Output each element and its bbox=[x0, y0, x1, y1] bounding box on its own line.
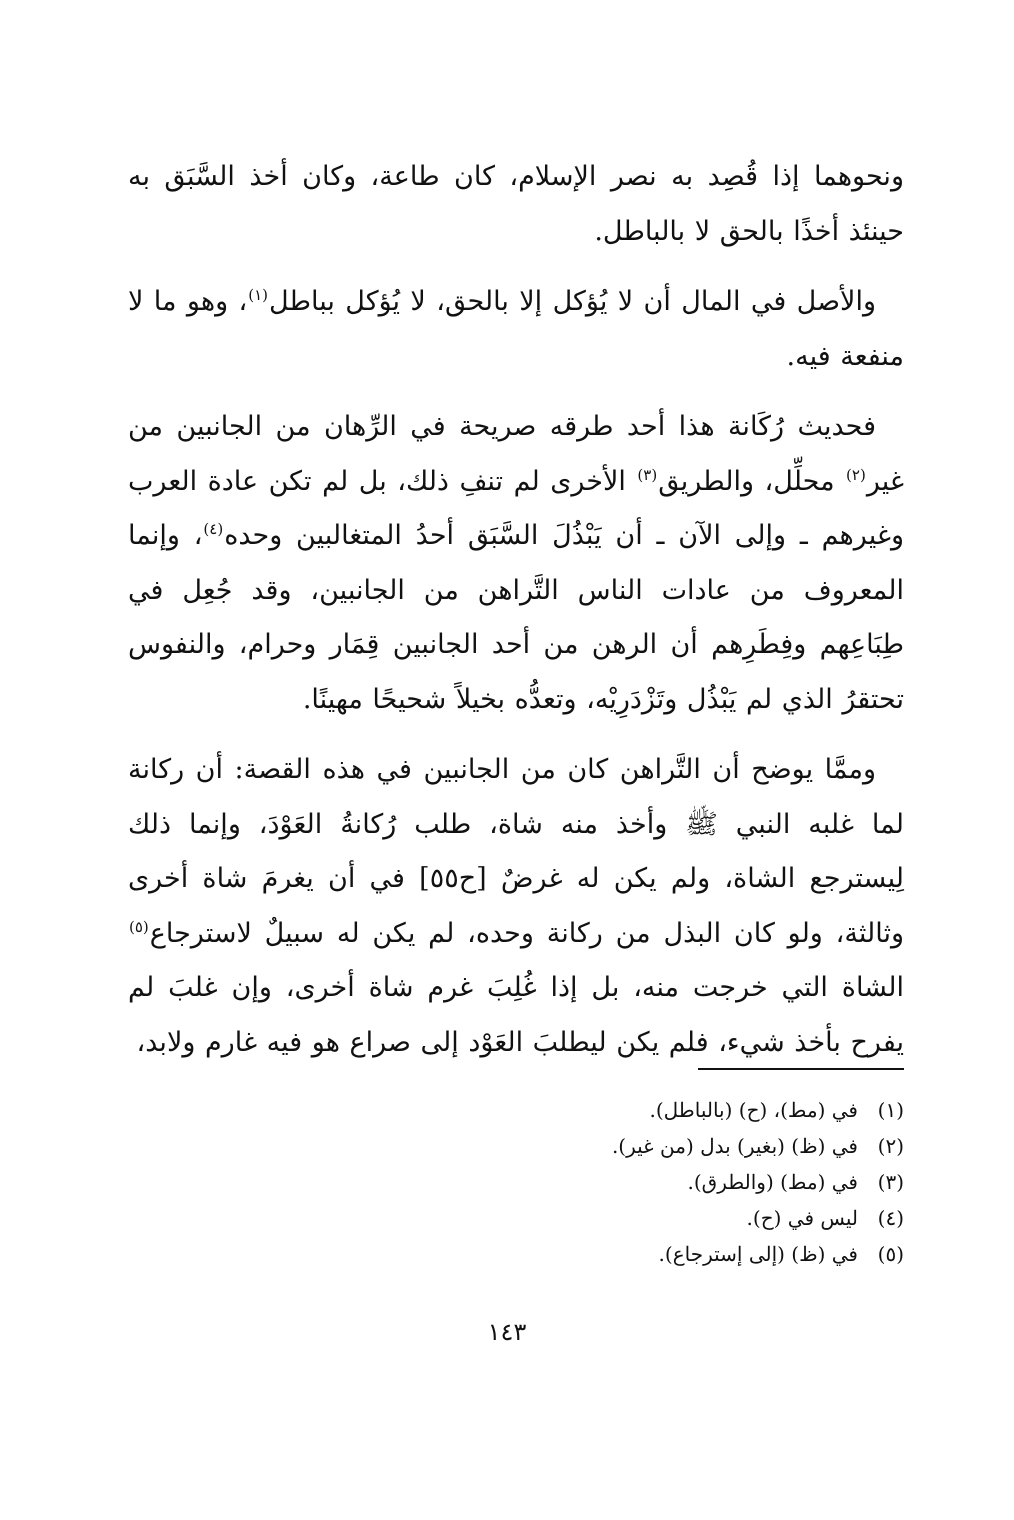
text-segment: ، وهو ما لا منفعة فيه. bbox=[128, 286, 904, 372]
footnote-item bbox=[304, 1236, 904, 1272]
footnote-marker[interactable]: (٢) bbox=[846, 465, 866, 484]
text-segment: الشاة التي خرجت منه، بل إذا غُلِبَ غرم شاة أخرى، وإن غلبَ لم يفرح بأخذ شيء، فلم يكن ليطلبَ العَوْد إلى صراع هو فيه غارم ولابد، bbox=[128, 972, 904, 1058]
text-segment: ، وإنما المعروف من عادات الناس التَّراهن من الجانبين، وقد جُعِل في طِبَاعِهم وفِطَرِهم أن الرهن من أحد الجانبين قِمَار وحرام، والنفوس تحتقرُ الذي لم يَبْذُل وتَزْدَرِيْه، وتعدُّه بخيلاً شحيحًا مهينًا. bbox=[128, 520, 904, 715]
footnote-text: ليس في (ح). bbox=[746, 1206, 858, 1230]
footnote-item bbox=[304, 1200, 904, 1236]
footnote-text: في (ظ) (بغير) بدل (من غير). bbox=[611, 1134, 858, 1158]
footnote-number: (٤) bbox=[877, 1206, 904, 1230]
text-segment: محلِّل، والطريق bbox=[658, 465, 846, 497]
footnote-number: (٥) bbox=[877, 1242, 904, 1266]
footnote-item bbox=[304, 1092, 904, 1128]
footnote-separator bbox=[698, 1068, 904, 1070]
footnote-marker[interactable]: (١) bbox=[248, 286, 269, 304]
footnote-marker[interactable]: (٣) bbox=[637, 465, 658, 484]
page-number: ١٤٣ bbox=[487, 1318, 527, 1346]
paragraph bbox=[128, 150, 904, 259]
text-segment: الأخرى لم تنفِ ذلك، بل لم تكن عادة العرب وغيرهم ـ وإلى الآن ـ أن يَبْذُلَ السَّبَق أحدُ المتغالبين وحده bbox=[128, 465, 905, 551]
footnote-number: (١) bbox=[877, 1098, 904, 1122]
paragraph bbox=[128, 275, 904, 384]
footnote-text: في (ظ) (إلى إسترجاع). bbox=[658, 1242, 858, 1266]
text-segment: وممَّا يوضح أن التَّراهن كان من الجانبين في هذه القصة: أن ركانة لما غلبه النبي ﷺ وأخذ منه شاة، طلب رُكانةُ العَوْدَ، وإنما ذلك لِيسترجع الشاة، ولم يكن له غرضٌ [ح٥٥] في أن يغرمَ شاة أخرى وثالثة، ولو كان البذل من ركانة وحده، لم يكن له سبيلٌ لاسترجاع bbox=[128, 754, 905, 949]
text-segment: والأصل في المال أن لا يُؤكل إلا بالحق، لا يُؤكل بباطل bbox=[269, 286, 876, 317]
text-segment: ونحوهما إذا قُصِد به نصر الإسلام، كان طاعة، وكان أخذ السَّبَق به حينئذ أخذًا بالحق لا بالباطل. bbox=[128, 161, 904, 247]
footnote-item bbox=[304, 1128, 904, 1164]
footnote-number: (٣) bbox=[877, 1170, 904, 1194]
paragraph bbox=[128, 743, 904, 1070]
footnote-item bbox=[304, 1164, 904, 1200]
main-text bbox=[128, 150, 904, 1086]
footnotes-list bbox=[304, 1092, 904, 1272]
footnote-text: في (مط)، (ح) (بالباطل). bbox=[649, 1098, 858, 1122]
text-segment: فحديث رُكَانة هذا أحد طرقه صريحة في الرِّهان من الجانبين من غير bbox=[128, 411, 904, 497]
footnote-number: (٢) bbox=[877, 1134, 904, 1158]
footnote-marker[interactable]: (٥) bbox=[129, 917, 149, 936]
footnote-marker[interactable]: (٤) bbox=[203, 520, 224, 538]
paragraph bbox=[128, 400, 904, 727]
footnote-text: في (مط) (والطرق). bbox=[687, 1170, 858, 1194]
